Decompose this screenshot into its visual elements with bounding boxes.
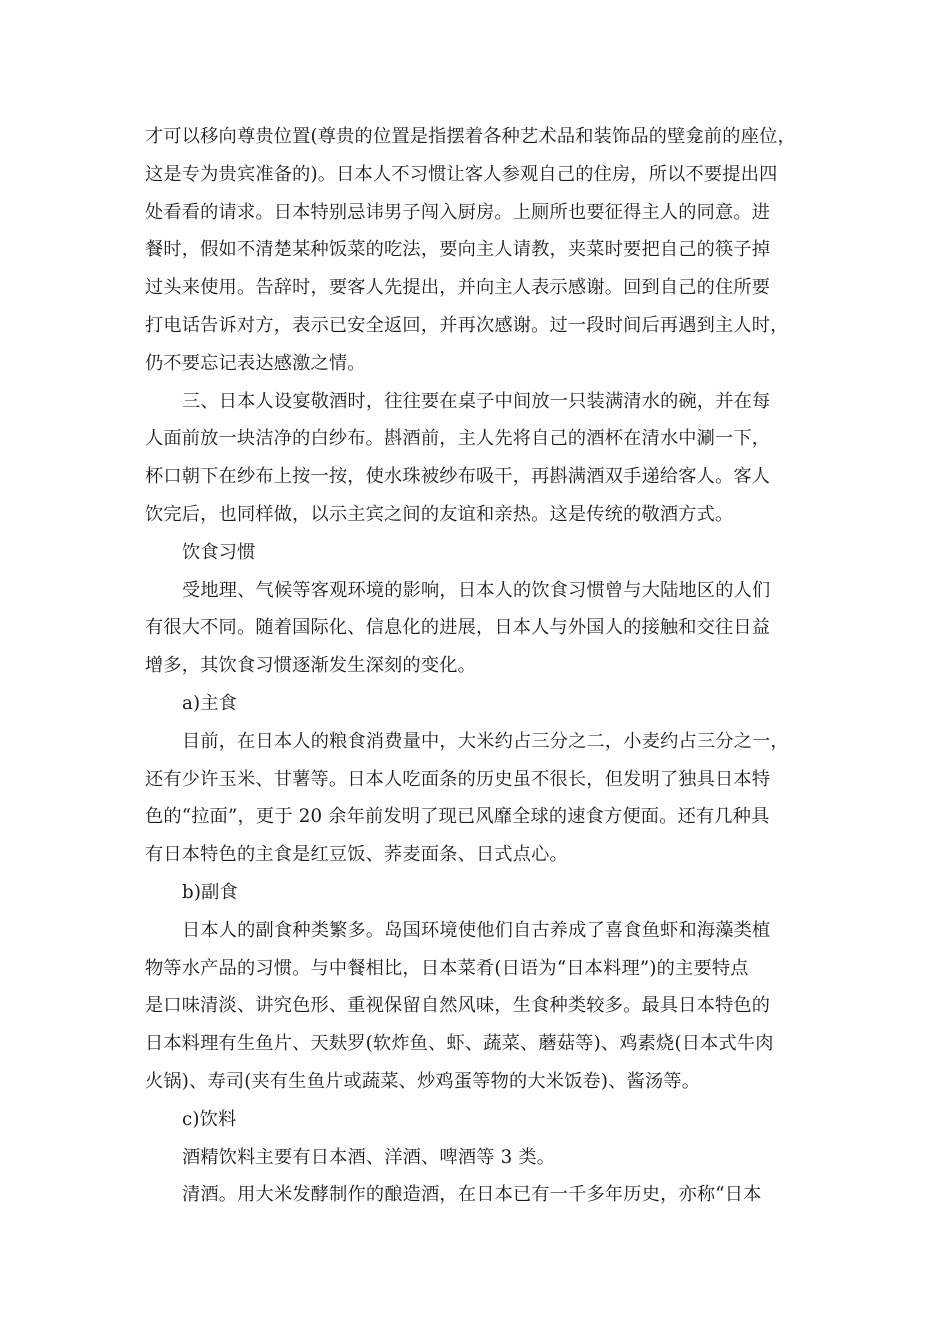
text-line: 目前，在日本人的粮食消费量中，大米约占三分之二，小麦约占三分之一，: [182, 730, 789, 752]
text-line: a)主食: [182, 692, 238, 714]
text-line: 酒精饮料主要有日本酒、洋酒、啤酒等 3 类。: [182, 1146, 556, 1168]
text-line: 过头来使用。告辞时，要客人先提出，并向主人表示感谢。回到自己的住所要: [145, 277, 771, 299]
paragraph: [145, 534, 815, 572]
paragraph: [145, 912, 815, 1101]
text-line: 人面前放一块洁净的白纱布。斟酒前，主人先将自己的酒杯在清水中涮一下，: [145, 428, 771, 450]
text-line: 这是专为贵宾准备的)。日本人不习惯让客人参观自己的住房，所以不要提出四: [145, 163, 778, 185]
text-line: b)副食: [182, 881, 238, 903]
text-line: c)饮料: [182, 1108, 237, 1130]
paragraph: [145, 1139, 815, 1177]
text-line: 色的“拉面”，更于 20 余年前发明了现已风靡全球的速食方便面。还有几种具: [145, 806, 770, 828]
text-line: 增多，其饮食习惯逐渐发生深刻的变化。: [145, 655, 476, 677]
text-line: 餐时，假如不清楚某种饭菜的吃法，要向主人请教，夹菜时要把自己的筷子掉: [145, 239, 771, 261]
text-line: 清酒。用大米发酵制作的酿造酒，在日本已有一千多年历史，亦称“日本: [182, 1184, 762, 1206]
text-line: 仍不要忘记表达感激之情。: [145, 352, 366, 374]
text-line: 饮食习惯: [182, 541, 256, 563]
text-line: 有日本特色的主食是红豆饭、荞麦面条、日式点心。: [145, 844, 568, 866]
text-line: 有很大不同。随着国际化、信息化的进展，日本人与外国人的接触和交往日益: [145, 617, 771, 639]
text-line: 才可以移向尊贵位置(尊贵的位置是指摆着各种艺术品和装饰品的壁龛前的座位，: [145, 126, 796, 147]
text-line: 处看看的请求。日本特别忌讳男子闯入厨房。上厕所也要征得主人的同意。进: [145, 201, 771, 223]
paragraph: [145, 723, 815, 874]
document-page: [145, 118, 815, 1214]
text-line: 火锅)、寿司(夹有生鱼片或蔬菜、炒鸡蛋等物的大米饭卷)、酱汤等。: [145, 1070, 701, 1092]
text-line: 饮完后，也同样做，以示主宾之间的友谊和亲热。这是传统的敬酒方式。: [145, 503, 734, 525]
text-line: 物等水产品的习惯。与中餐相比，日本菜肴(日语为“日本料理”)的主要特点: [145, 957, 749, 979]
paragraph: [145, 685, 815, 723]
text-line: 日本人的副食种类繁多。岛国环境使他们自古养成了喜食鱼虾和海藻类植: [182, 919, 771, 941]
paragraph: [145, 118, 815, 383]
text-line: 还有少许玉米、甘薯等。日本人吃面条的历史虽不很长，但发明了独具日本特: [145, 768, 771, 790]
paragraph: [145, 383, 815, 534]
paragraph: [145, 1101, 815, 1139]
text-line: 打电话告诉对方，表示已安全返回，并再次感谢。过一段时间后再遇到主人时，: [145, 314, 789, 336]
text-line: 是口味清淡、讲究色形、重视保留自然风味，生食种类较多。最具日本特色的: [145, 995, 771, 1017]
text-line: 杯口朝下在纱布上按一按，使水珠被纱布吸干，再斟满酒双手递给客人。客人: [145, 466, 771, 488]
paragraph: [145, 874, 815, 912]
text-line: 受地理、气候等客观环境的影响，日本人的饮食习惯曾与大陆地区的人们: [182, 579, 771, 601]
text-line: 三、日本人设宴敬酒时，往往要在桌子中间放一只装满清水的碗，并在每: [182, 390, 771, 412]
paragraph: [145, 572, 815, 685]
text-line: 日本料理有生鱼片、天麸罗(软炸鱼、虾、蔬菜、蘑菇等)、鸡素烧(日本式牛肉: [145, 1033, 774, 1055]
paragraph: [145, 1176, 815, 1214]
